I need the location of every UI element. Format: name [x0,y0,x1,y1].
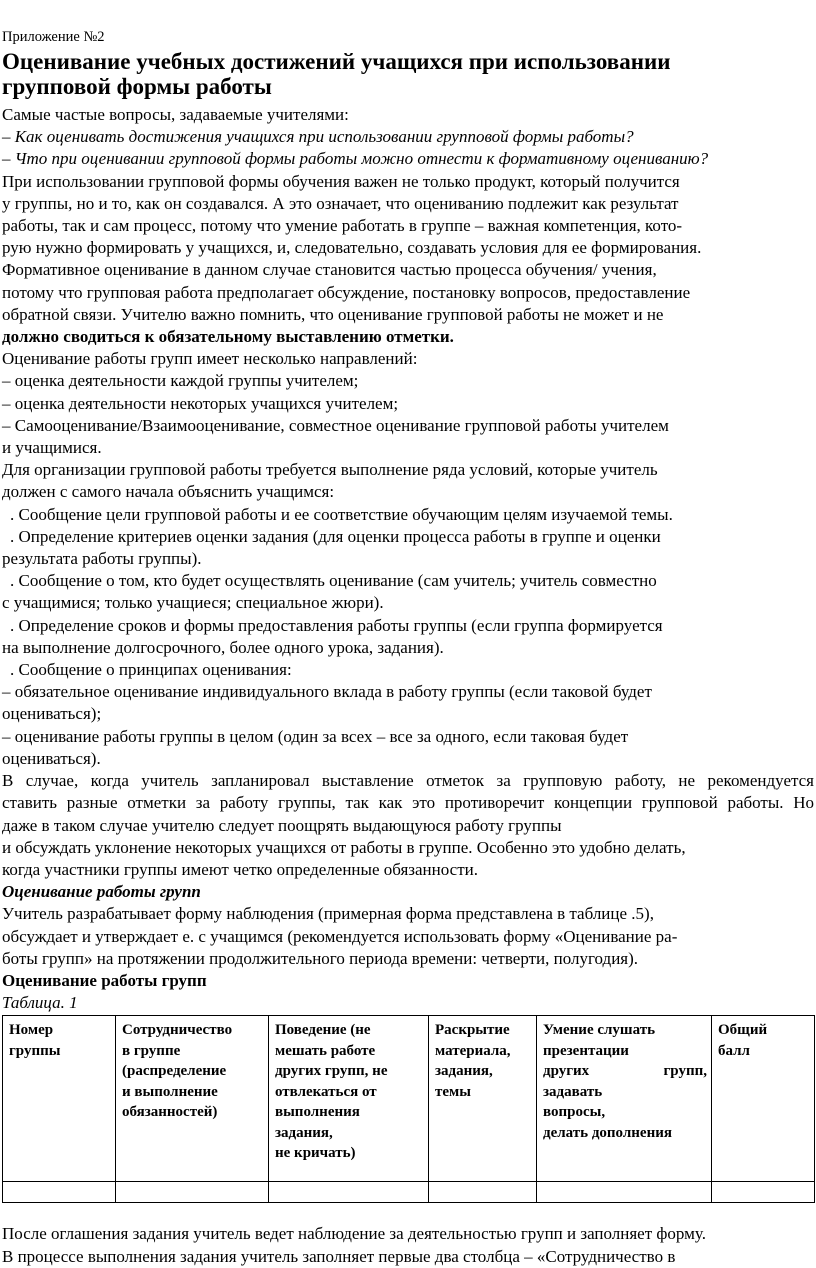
text-line: После оглашения задания учитель ведет наблюдение за деятельностью групп и заполняет форму. [2,1224,706,1244]
text-line: Учитель разрабатывает форму наблюдения (примерная форма представлена в таблице .5), [2,904,654,924]
faq-heading: Самые частые вопросы, задаваемые учителями: [2,105,349,124]
header-cell-cooperation: Сотрудничество в группе (распределение и выполнение обязанностей) [116,1016,269,1182]
text-line: При использовании групповой формы обучения важен не только продукт, который получится [2,171,680,191]
text-line: потому что групповая работа предполагает обсуждение, постановку вопросов, предоставление [2,282,691,302]
table-row [3,1182,815,1203]
directions-list [2,348,814,459]
list-item: . Сообщение о том, кто будет осуществлять оценивание (сам учитель; учитель совместно [10,571,657,591]
header-cell-behavior: Поведение (не мешать работе других групп, не отвлекаться от выполнения задания, не кричать) [269,1016,429,1182]
document-title [2,49,814,99]
header-cell-disclosure: Раскрытие материала, задания, темы [429,1016,537,1182]
text-line: и обсуждать уклонение некоторых учащихся от работы в группе. Особенно это удобно делать, [2,837,686,857]
list-item: . Определение сроков и формы предоставления работы группы (если группа формируется [10,615,663,635]
list-item: . Определение критериев оценки задания (для оценки процесса работы в группе и оценки [10,526,661,546]
table-title: Оценивание работы групп [2,970,207,990]
faq-block [2,104,814,171]
text-line: работы, так и сам процесс, потому что умение работать в группе – важная компетенция, кото- [2,216,683,236]
paragraph-4 [2,1223,814,1267]
table-cell[interactable] [269,1182,429,1203]
table-cell[interactable] [3,1182,116,1203]
text-line: когда участники группы имеют четко определенные обязанности. [2,859,478,879]
text-line: рую нужно формировать у учащихся, и, следовательно, создавать условия для ее формирования. [2,238,702,258]
paragraph-1 [2,171,814,349]
text-line: В процессе выполнения задания учитель заполняет первые два столбца – «Сотрудничество в [2,1246,676,1266]
paragraph-3 [2,903,814,970]
list-intro: Для организации групповой работы требуется выполнение ряда условий, которые учитель [2,460,658,480]
list-item: с учащимися; только учащиеся; специальное жюри). [2,593,384,613]
list-item: оцениваться); [2,704,102,724]
list-item: – оценка деятельности некоторых учащихся учителем; [2,393,399,413]
list-item: и учащимися. [2,438,102,458]
text-line: Формативное оценивание в данном случае становится частью процесса обучения/ учения, [2,260,657,280]
list-intro: Оценивание работы групп имеет несколько направлений: [2,349,418,369]
table-caption: Таблица. 1 [2,993,78,1013]
header-cell-group-number: Номер группы [3,1016,116,1182]
evaluation-table [2,1015,815,1203]
text-line: обратной связи. Учителю важно помнить, что оценивание групповой работы не может и не [2,304,664,324]
list-item: – обязательное оценивание индивидуального вклада в работу группы (если таковой будет [2,682,652,702]
table-cell[interactable] [429,1182,537,1203]
text-line: боты групп» на протяжении продолжительного периода времени: четверти, полугодия). [2,948,639,968]
conditions-list [2,459,814,770]
text-line: обсуждает и утверждает е. с учащимся (рекомендуется использовать форму «Оценивание ра- [2,926,678,946]
table-cell[interactable] [712,1182,815,1203]
list-item: результата работы группы). [2,549,202,569]
text-line: даже в таком случае учителю следует поощрять выдающуюся работу группы [2,815,562,835]
list-intro: должен с самого начала объяснить учащимся: [2,482,335,502]
paragraph-2 [2,770,814,881]
table-cell[interactable] [537,1182,712,1203]
list-item: – оценка деятельности каждой группы учителем; [2,371,359,391]
section-heading: Оценивание работы групп [2,882,201,902]
emphasis-line: должно сводиться к обязательному выставлению отметки. [2,327,454,347]
list-item: на выполнение долгосрочного, более одного урока, задания). [2,637,444,657]
appendix-label: Приложение №2 [2,29,105,45]
faq-item: – Что при оценивании групповой формы работы можно отнести к формативному оцениванию? [2,149,709,169]
header-cell-listening: Умение слушать презентации других групп, задавать вопросы, делать дополнения [537,1016,712,1182]
text-line: ставить разные отметки за работу группы, так как это противоречит концепции групповой работы. Но [2,793,814,813]
title-line: групповой формы работы [2,74,272,99]
list-item: . Сообщение цели групповой работы и ее соответствие обучающим целям изучаемой темы. [10,504,673,524]
list-item: оцениваться). [2,748,101,768]
table-cell[interactable] [116,1182,269,1203]
header-cell-total-score: Общий балл [712,1016,815,1182]
list-item: – оценивание работы группы в целом (один за всех – все за одного, если таковая будет [2,726,629,746]
text-line: В случае, когда учитель запланировал выставление отметок за групповую работу, не рекомендуется [2,771,814,791]
text-line: у группы, но и то, как он создавался. А это означает, что оцениванию подлежит как результат [2,193,679,213]
table-header-row [3,1016,815,1182]
title-line: Оценивание учебных достижений учащихся при использовании [2,49,671,74]
list-item: . Сообщение о принципах оценивания: [10,660,292,680]
faq-item: – Как оценивать достижения учащихся при использовании групповой формы работы? [2,127,634,147]
list-item: – Самооценивание/Взаимооценивание, совместное оценивание групповой работы учителем [2,415,669,435]
